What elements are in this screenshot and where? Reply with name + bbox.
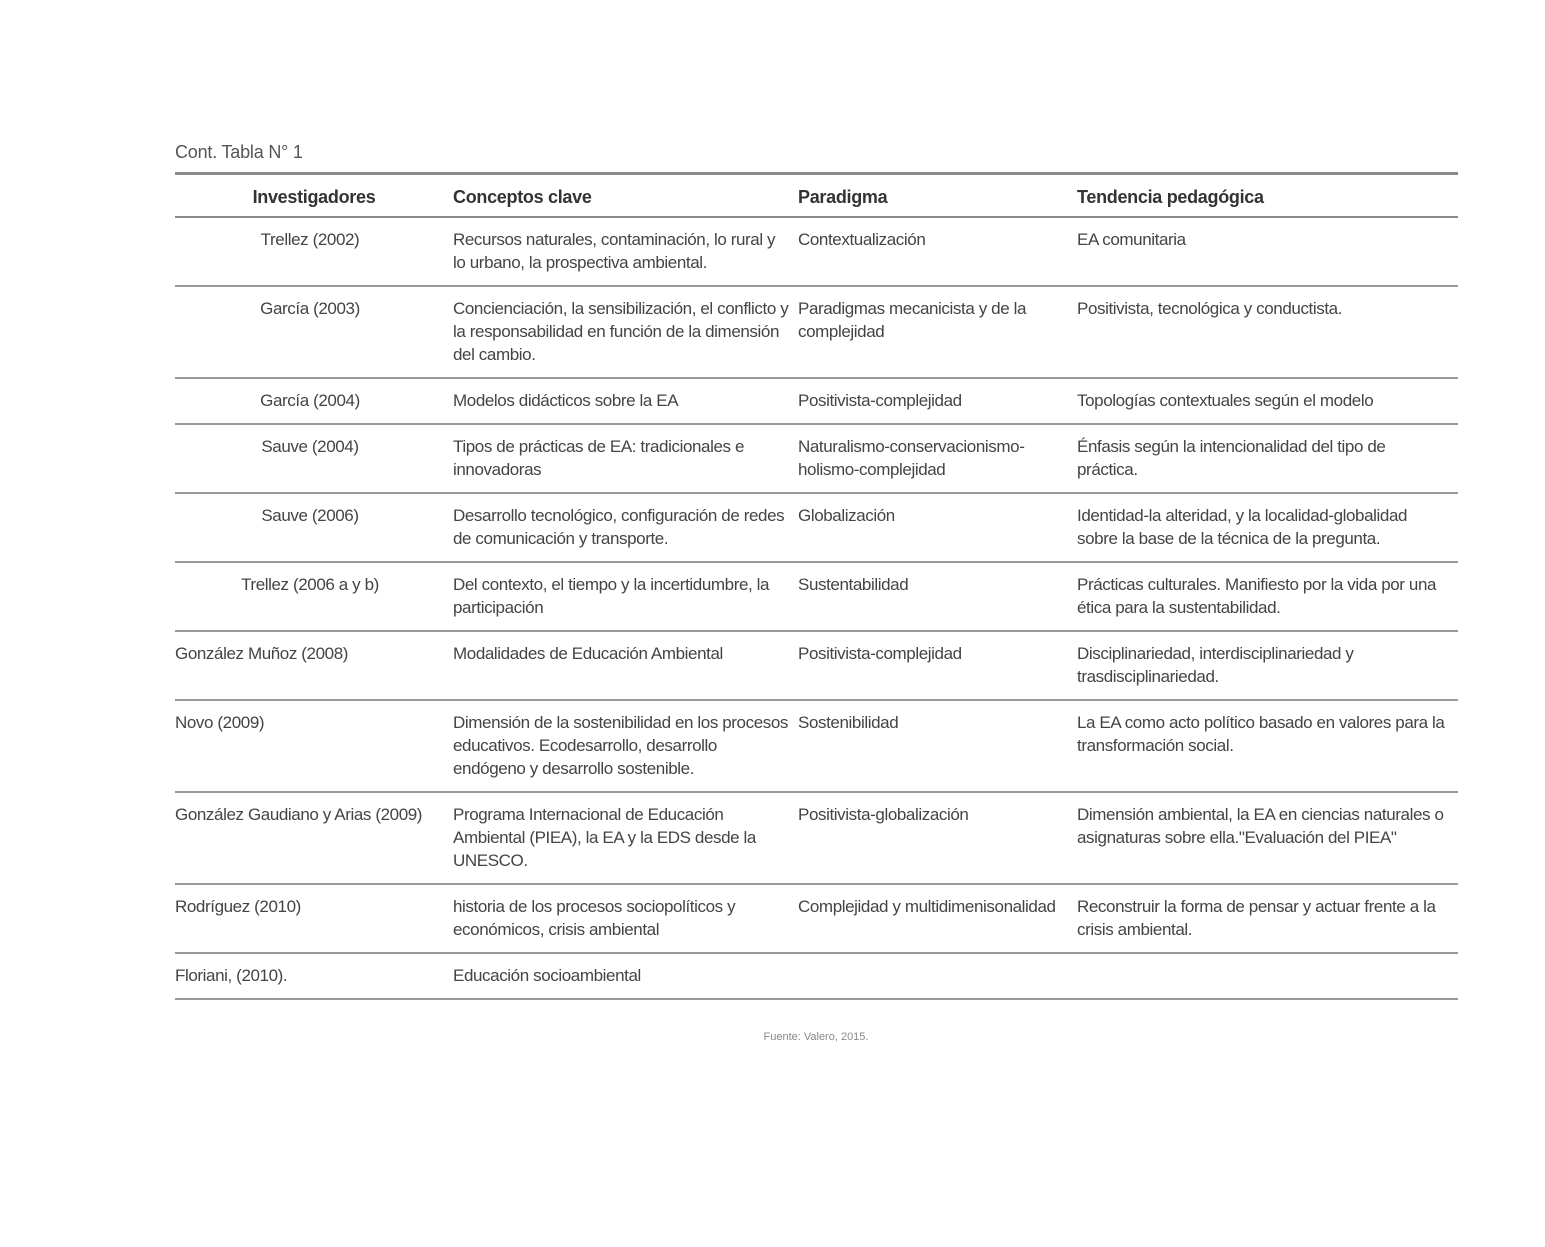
cell-paradigma: Contextualización [798,230,926,249]
cell-tendencia: Prácticas culturales. Manifiesto por la vida por una ética para la sustentabilidad. [1077,575,1437,617]
table-row [175,286,1458,378]
cell-investigadores: Floriani, (2010). [175,966,288,985]
table-caption: Cont. Tabla N° 1 [175,142,303,162]
cell-conceptos: Programa Internacional de Educación Ambiental (PIEA), la EA y la EDS desde la UNESCO. [453,805,756,870]
cell-tendencia: Disciplinariedad, interdisciplinariedad y trasdisciplinariedad. [1077,644,1354,686]
table-row [175,631,1458,700]
cell-investigadores: Sauve (2004) [261,437,359,456]
cell-paradigma: Paradigmas mecanicista y de la complejidad [798,299,1027,341]
cell-conceptos: Dimensión de la sostenibilidad en los procesos educativos. Ecodesarrollo, desarrollo endógeno y desarrollo sostenible. [453,713,789,778]
table-row [175,562,1458,631]
table-row [175,217,1458,286]
cell-tendencia: Positivista, tecnológica y conductista. [1077,299,1343,318]
research-table-container [175,172,1458,1000]
cell-tendencia: Identidad-la alteridad, y la localidad-globalidad sobre la base de la técnica de la pregunta. [1077,506,1408,548]
table-source-note: Fuente: Valero, 2015. [763,1031,869,1043]
cell-paradigma: Naturalismo-conservacionismo-holismo-complejidad [798,437,1025,479]
header-paradigma: Paradigma [798,187,888,207]
cell-conceptos: Concienciación, la sensibilización, el conflicto y la responsabilidad en función de la dimensión del cambio. [453,299,789,364]
cell-conceptos: Tipos de prácticas de EA: tradicionales e innovadoras [453,437,745,479]
cell-conceptos: Recursos naturales, contaminación, lo rural y lo urbano, la prospectiva ambiental. [453,230,776,272]
cell-conceptos: Desarrollo tecnológico, configuración de redes de comunicación y transporte. [453,506,785,548]
header-tendencia: Tendencia pedagógica [1077,187,1264,207]
cell-paradigma: Positivista-complejidad [798,644,962,663]
cell-paradigma: Complejidad y multidimenisonalidad [798,897,1056,916]
table-row [175,493,1458,562]
cell-conceptos: Educación socioambiental [453,966,641,985]
cell-paradigma: Sostenibilidad [798,713,899,732]
table-header [175,174,1458,218]
cell-conceptos: Modelos didácticos sobre la EA [453,391,679,410]
table-row [175,424,1458,493]
cell-paradigma [798,953,1077,999]
cell-conceptos: Del contexto, el tiempo y la incertidumbre, la participación [453,575,770,617]
cell-tendencia: La EA como acto político basado en valores para la transformación social. [1077,713,1445,755]
cell-tendencia: Topologías contextuales según el modelo [1077,391,1374,410]
table-row [175,953,1458,999]
cell-paradigma: Positivista-complejidad [798,391,962,410]
cell-tendencia: Dimensión ambiental, la EA en ciencias naturales o asignaturas sobre ella."Evaluación del PIEA" [1077,805,1444,847]
cell-investigadores: González Gaudiano y Arias (2009) [175,805,423,824]
header-row [175,174,1458,218]
cell-paradigma: Positivista-globalización [798,805,969,824]
header-conceptos: Conceptos clave [453,187,592,207]
table-row [175,700,1458,792]
table-body [175,217,1458,999]
cell-investigadores: Trellez (2006 a y b) [241,575,379,594]
cell-tendencia [1077,953,1458,999]
cell-tendencia: Énfasis según la intencionalidad del tipo de práctica. [1077,437,1386,479]
cell-conceptos: Modalidades de Educación Ambiental [453,644,723,663]
cell-investigadores: Rodríguez (2010) [175,897,301,916]
cell-investigadores: Trellez (2002) [260,230,360,249]
cell-tendencia: EA comunitaria [1077,230,1186,249]
cell-tendencia: Reconstruir la forma de pensar y actuar frente a la crisis ambiental. [1077,897,1436,939]
cell-investigadores: Sauve (2006) [261,506,359,525]
header-investigadores: Investigadores [252,187,376,207]
cell-investigadores: Novo (2009) [175,713,265,732]
cell-investigadores: García (2003) [260,299,360,318]
research-table [175,172,1458,1000]
table-row [175,378,1458,424]
cell-investigadores: García (2004) [260,391,360,410]
cell-conceptos: historia de los procesos sociopolíticos y económicos, crisis ambiental [453,897,736,939]
cell-investigadores: González Muñoz (2008) [175,644,349,663]
table-row [175,884,1458,953]
cell-paradigma: Globalización [798,506,895,525]
table-row [175,792,1458,884]
cell-paradigma: Sustentabilidad [798,575,909,594]
